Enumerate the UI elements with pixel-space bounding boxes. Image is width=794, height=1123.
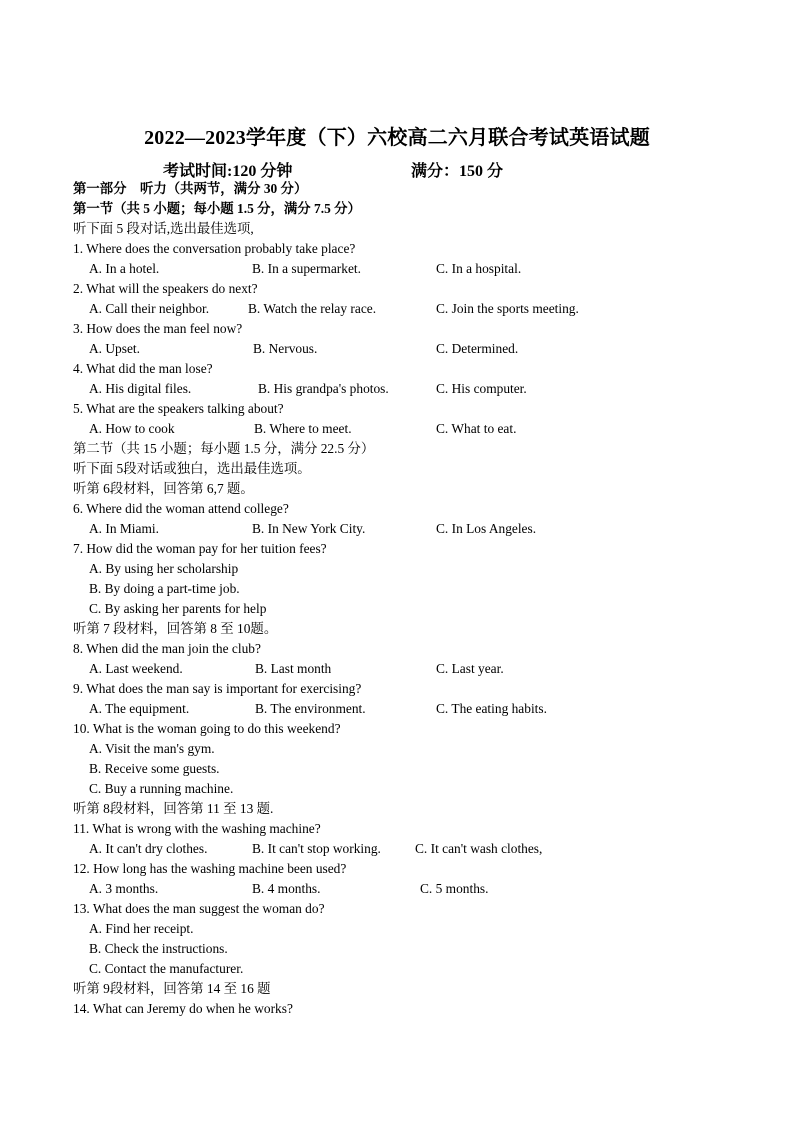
- question-11: 11. What is wrong with the washing machine?: [73, 821, 321, 836]
- q12-option-b: B. 4 months.: [252, 881, 321, 896]
- q4-option-c: C. His computer.: [436, 381, 527, 396]
- q9-option-b: B. The environment.: [255, 701, 366, 716]
- question-3: 3. How does the man feel now?: [73, 321, 243, 336]
- q9-option-a: A. The equipment.: [89, 701, 190, 716]
- question-8: 8. When did the man join the club?: [73, 641, 261, 656]
- q13-option-b: B. Check the instructions.: [89, 941, 228, 956]
- q5-option-b: B. Where to meet.: [254, 421, 352, 436]
- question-13: 13. What does the man suggest the woman do?: [73, 901, 325, 916]
- section2-instructions: 听下面 5段对话或独白，选出最佳选项。: [73, 461, 311, 476]
- q7-option-b: B. By doing a part-time job.: [89, 581, 240, 596]
- full-score: 满分：150 分: [411, 163, 504, 180]
- q11-option-b: B. It can't stop working.: [252, 841, 381, 856]
- question-5: 5. What are the speakers talking about?: [73, 401, 284, 416]
- q5-option-c: C. What to eat.: [436, 421, 517, 436]
- group-8-instructions: 听第 8段材料，回答第 11 至 13 题.: [73, 801, 274, 816]
- q5-option-a: A. How to cook: [89, 421, 175, 436]
- q6-option-b: B. In New York City.: [252, 521, 366, 536]
- q8-option-c: C. Last year.: [436, 661, 504, 676]
- q12-option-c: C. 5 months.: [420, 881, 489, 896]
- q8-option-b: B. Last month: [255, 661, 332, 676]
- question-12: 12. How long has the washing machine been used?: [73, 861, 347, 876]
- section2-heading: 第二节（共 15 小题；每小题 1.5 分，满分 22.5 分）: [73, 441, 375, 456]
- q2-option-b: B. Watch the relay race.: [248, 301, 377, 316]
- question-7: 7. How did the woman pay for her tuition fees?: [73, 541, 327, 556]
- group-9-instructions: 听第 9段材料，回答第 14 至 16 题: [73, 981, 271, 996]
- q6-option-a: A. In Miami.: [89, 521, 159, 536]
- q2-option-a: A. Call their neighbor.: [89, 301, 210, 316]
- q2-option-c: C. Join the sports meeting.: [436, 301, 579, 316]
- question-1: 1. Where does the conversation probably take place?: [73, 241, 356, 256]
- q4-option-b: B. His grandpa's photos.: [258, 381, 389, 396]
- q4-option-a: A. His digital files.: [89, 381, 192, 396]
- question-9: 9. What does the man say is important for exercising?: [73, 681, 362, 696]
- question-10: 10. What is the woman going to do this weekend?: [73, 721, 341, 736]
- q11-option-a: A. It can't dry clothes.: [89, 841, 208, 856]
- q3-option-b: B. Nervous.: [253, 341, 318, 356]
- group-7-instructions: 听第 7 段材料，回答第 8 至 10题。: [73, 621, 278, 636]
- group-6-instructions: 听第 6段材料，回答第 6,7 题。: [73, 481, 254, 496]
- q10-option-c: C. Buy a running machine.: [89, 781, 234, 796]
- question-6: 6. Where did the woman attend college?: [73, 501, 289, 516]
- question-14: 14. What can Jeremy do when he works?: [73, 1001, 293, 1016]
- question-4: 4. What did the man lose?: [73, 361, 213, 376]
- q3-option-c: C. Determined.: [436, 341, 519, 356]
- q12-option-a: A. 3 months.: [89, 881, 159, 896]
- q10-option-b: B. Receive some guests.: [89, 761, 220, 776]
- q1-option-b: B. In a supermarket.: [252, 261, 361, 276]
- part1-heading: 第一部分 听力（共两节，满分 30 分）: [73, 181, 308, 196]
- page-title: 2022—2023学年度（下）六校高二六月联合考试英语试题: [144, 127, 650, 149]
- section1-heading: 第一节（共 5 小题；每小题 1.5 分，满分 7.5 分）: [73, 201, 361, 216]
- q7-option-c: C. By asking her parents for help: [89, 601, 267, 616]
- exam-time: 考试时间:120 分钟: [163, 163, 293, 180]
- question-2: 2. What will the speakers do next?: [73, 281, 258, 296]
- q1-option-c: C. In a hospital.: [436, 261, 522, 276]
- q13-option-c: C. Contact the manufacturer.: [89, 961, 244, 976]
- q9-option-c: C. The eating habits.: [436, 701, 547, 716]
- q3-option-a: A. Upset.: [89, 341, 140, 356]
- q6-option-c: C. In Los Angeles.: [436, 521, 537, 536]
- q11-option-c: C. It can't wash clothes,: [415, 841, 543, 856]
- q1-option-a: A. In a hotel.: [89, 261, 160, 276]
- q10-option-a: A. Visit the man's gym.: [89, 741, 215, 756]
- q13-option-a: A. Find her receipt.: [89, 921, 194, 936]
- q8-option-a: A. Last weekend.: [89, 661, 183, 676]
- section1-instructions: 听下面 5 段对话,选出最佳选项,: [73, 221, 254, 236]
- q7-option-a: A. By using her scholarship: [89, 561, 239, 576]
